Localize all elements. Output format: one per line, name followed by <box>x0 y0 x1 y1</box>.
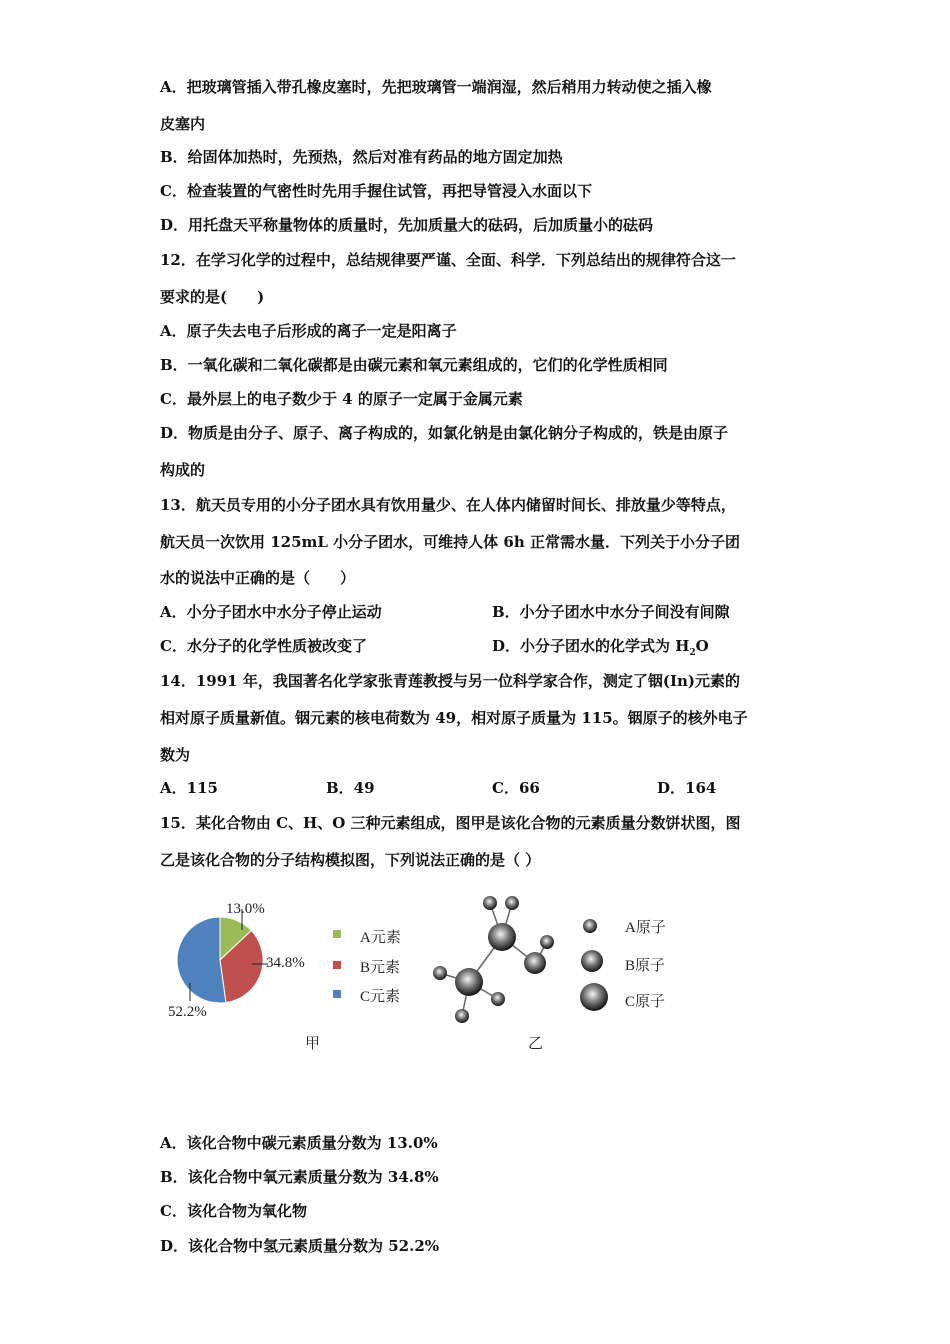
q14-option-d: D．164 <box>657 779 717 797</box>
q14-stem-3: 数为 <box>160 746 191 764</box>
q11-option-a: A．把玻璃管插入带孔橡皮塞时，先把玻璃管一端润湿，然后稍用力转动使之插入橡 <box>160 78 712 96</box>
q13-option-c: C．水分子的化学性质被改变了 <box>160 637 367 655</box>
legend-atom-c <box>580 983 608 1011</box>
pie-label-b: 34.8% <box>266 955 305 971</box>
q13-stem-3: 水的说法中正确的是（ ） <box>160 569 356 587</box>
q12-option-c: C．最外层上的电子数少于 4 的原子一定属于金属元素 <box>160 390 523 408</box>
atom-a <box>491 992 505 1006</box>
legend-label-c: C元素 <box>360 989 401 1005</box>
q11-option-a-cont: 皮塞内 <box>160 115 206 133</box>
q12-option-d-cont: 构成的 <box>160 461 206 479</box>
atom-a <box>540 935 554 949</box>
caption-yi: 乙 <box>528 1036 544 1052</box>
q12-option-a: A．原子失去电子后形成的离子一定是阳离子 <box>160 322 457 340</box>
q13-stem-2: 航天员一次饮用 125mL 小分子团水，可维持人体 6h 正常需水量．下列关于小分子团 <box>160 533 740 551</box>
pie-label-a: 13.0% <box>226 901 265 917</box>
q13-option-a: A．小分子团水中水分子停止运动 <box>160 603 382 621</box>
q13-option-d: D．小分子团水的化学式为 $H_2O$ <box>492 637 709 658</box>
q15-option-a: A．该化合物中碳元素质量分数为 13.0% <box>160 1134 438 1152</box>
q15-option-b: B．该化合物中氧元素质量分数为 34.8% <box>160 1168 439 1186</box>
legend-label-a: A元素 <box>360 930 401 946</box>
q14-option-a: A．115 <box>160 779 218 797</box>
atom-c <box>455 968 483 996</box>
q12-option-b: B．一氧化碳和二氧化碳都是由碳元素和氧元素组成的，它们的化学性质相同 <box>160 356 668 374</box>
q15-stem-2: 乙是该化合物的分子结构模拟图，下列说法正确的是（ ） <box>160 851 541 869</box>
q13-option-b: B．小分子团水中水分子间没有间隙 <box>492 603 730 621</box>
q11-option-d: D．用托盘天平称量物体的质量时，先加质量大的砝码，后加质量小的砝码 <box>160 216 654 234</box>
atom-legend-b: B原子 <box>625 958 666 974</box>
q15-stem: 15．某化合物由 C、H、O 三种元素组成，图甲是该化合物的元素质量分数饼状图，图 <box>160 814 741 832</box>
atom-a <box>433 966 447 980</box>
q14-stem: 14．1991 年，我国著名化学家张青莲教授与另一位科学家合作，测定了铟(In)元素的 <box>160 672 740 690</box>
q14-option-b: B．49 <box>326 779 375 797</box>
q13-stem: 13．航天员专用的小分子团水具有饮用量少、在人体内储留时间长、排放量少等特点， <box>160 496 736 514</box>
atom-a <box>455 1009 469 1023</box>
atom-legend-c: C原子 <box>625 994 666 1010</box>
molecule-atoms <box>433 896 608 1023</box>
atom-a <box>483 896 497 910</box>
legend-swatch-c <box>333 990 341 998</box>
q11-option-b: B．给固体加热时，先预热，然后对准有药品的地方固定加热 <box>160 148 563 166</box>
caption-jia: 甲 <box>305 1036 321 1052</box>
q14-stem-2: 相对原子质量新值。铟元素的核电荷数为 49，相对原子质量为 115。铟原子的核外电子 <box>160 709 748 727</box>
atom-c <box>488 923 516 951</box>
legend-label-b: B元素 <box>360 960 401 976</box>
q15-option-c: C．该化合物为氧化物 <box>160 1202 307 1220</box>
q12-option-d: D．物质是由分子、原子、离子构成的，如氯化钠是由氯化钠分子构成的，铁是由原子 <box>160 424 729 442</box>
legend-atom-a <box>583 919 597 933</box>
pie-slice-c <box>177 917 226 1003</box>
atom-b <box>524 952 546 974</box>
pie-label-c: 52.2% <box>168 1004 207 1020</box>
legend-swatch-b <box>333 961 341 969</box>
atom-legend-a: A原子 <box>625 920 666 936</box>
q15-figure <box>160 890 700 1060</box>
q14-option-c: C．66 <box>492 779 540 797</box>
q15-option-d: D．该化合物中氢元素质量分数为 52.2% <box>160 1237 440 1255</box>
legend-atom-b <box>581 950 603 972</box>
q12-stem-cont: 要求的是( ) <box>160 288 265 306</box>
q12-stem: 12．在学习化学的过程中，总结规律要严谨、全面、科学．下列总结出的规律符合这一 <box>160 251 736 269</box>
q11-option-c: C．检查装置的气密性时先用手握住试管，再把导管浸入水面以下 <box>160 182 592 200</box>
atom-a <box>505 896 519 910</box>
legend-swatch-a <box>333 930 341 938</box>
